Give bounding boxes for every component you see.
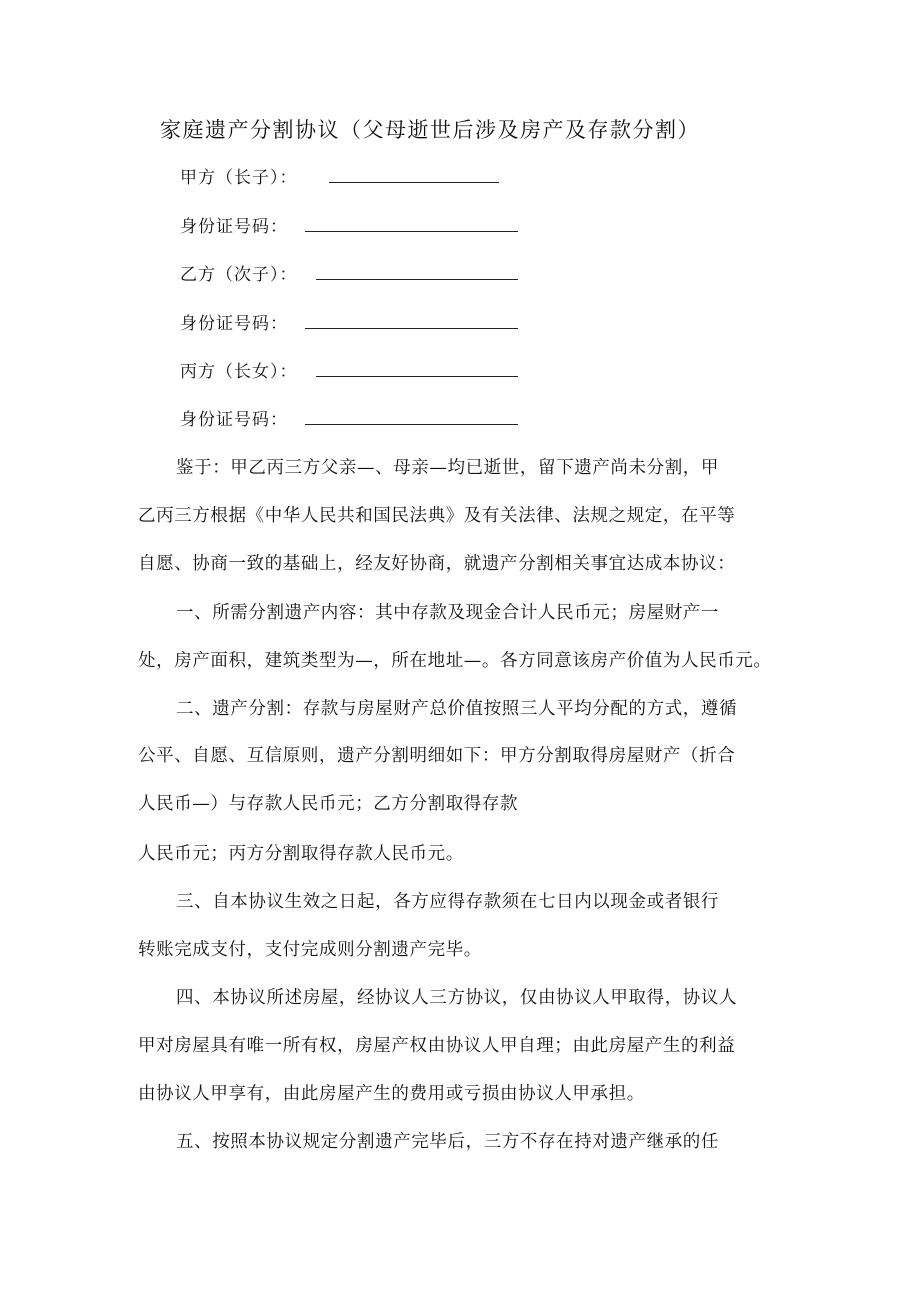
- party-b-label: 乙方（次子）：: [180, 265, 298, 285]
- body-line: 四、本协议所述房屋，经协议人三方协议，仅由协议人甲取得，协议人: [176, 988, 738, 1008]
- party-c-blank[interactable]: [316, 376, 518, 377]
- party-c-id-label: 身份证号码：: [180, 410, 288, 430]
- body-line: 由协议人甲享有，由此房屋产生的费用或亏损由协议人甲承担。: [138, 1084, 645, 1104]
- party-b-id-blank[interactable]: [305, 328, 518, 329]
- party-a-id-blank[interactable]: [305, 231, 518, 232]
- body-line: 二、遗产分割：存款与房屋财产总价值按照三人平均分配的方式，遵循: [176, 699, 738, 719]
- body-line: 人民币元；丙方分割取得存款人民币元。: [138, 844, 464, 864]
- body-line: 乙丙三方根据《中华人民共和国民法典》及有关法律、法规之规定，在平等: [138, 506, 736, 526]
- party-a-id-label: 身份证号码：: [180, 217, 288, 237]
- body-line: 人民币—）与存款人民币元；乙方分割取得存款: [138, 794, 519, 814]
- document-title: 家庭遗产分割协议（父母逝世后涉及房产及存款分割）: [160, 118, 700, 142]
- party-b-blank[interactable]: [316, 279, 518, 280]
- body-line: 鉴于：甲乙丙三方父亲—、母亲—均已逝世，留下遗产尚未分割，甲: [176, 458, 719, 478]
- body-line: 自愿、协商一致的基础上，经友好协商，就遗产分割相关事宜达成本协议：: [138, 554, 736, 574]
- body-line: 转账完成支付，支付完成则分割遗产完毕。: [138, 940, 482, 960]
- party-b-id-label: 身份证号码：: [180, 314, 288, 334]
- party-c-id-blank[interactable]: [305, 424, 518, 425]
- body-line: 三、自本协议生效之日起，各方应得存款须在七日内以现金或者银行: [176, 892, 719, 912]
- body-line: 五、按照本协议规定分割遗产完毕后，三方不存在持对遗产继承的任: [176, 1132, 719, 1152]
- body-line: 公平、自愿、互信原则，遗产分割明细如下：甲方分割取得房屋财产（折合: [138, 746, 736, 766]
- party-c-label: 丙方（长女）：: [180, 362, 298, 382]
- party-a-label: 甲方（长子）：: [180, 168, 298, 188]
- body-line: 甲对房屋具有唯一所有权，房屋产权由协议人甲自理；由此房屋产生的利益: [138, 1036, 736, 1056]
- body-line: 处，房产面积，建筑类型为—，所在地址—。各方同意该房产价值为人民币元。: [138, 651, 772, 671]
- body-line: 一、所需分割遗产内容：其中存款及现金合计人民币元；房屋财产一: [176, 603, 719, 623]
- party-a-blank[interactable]: [329, 182, 499, 183]
